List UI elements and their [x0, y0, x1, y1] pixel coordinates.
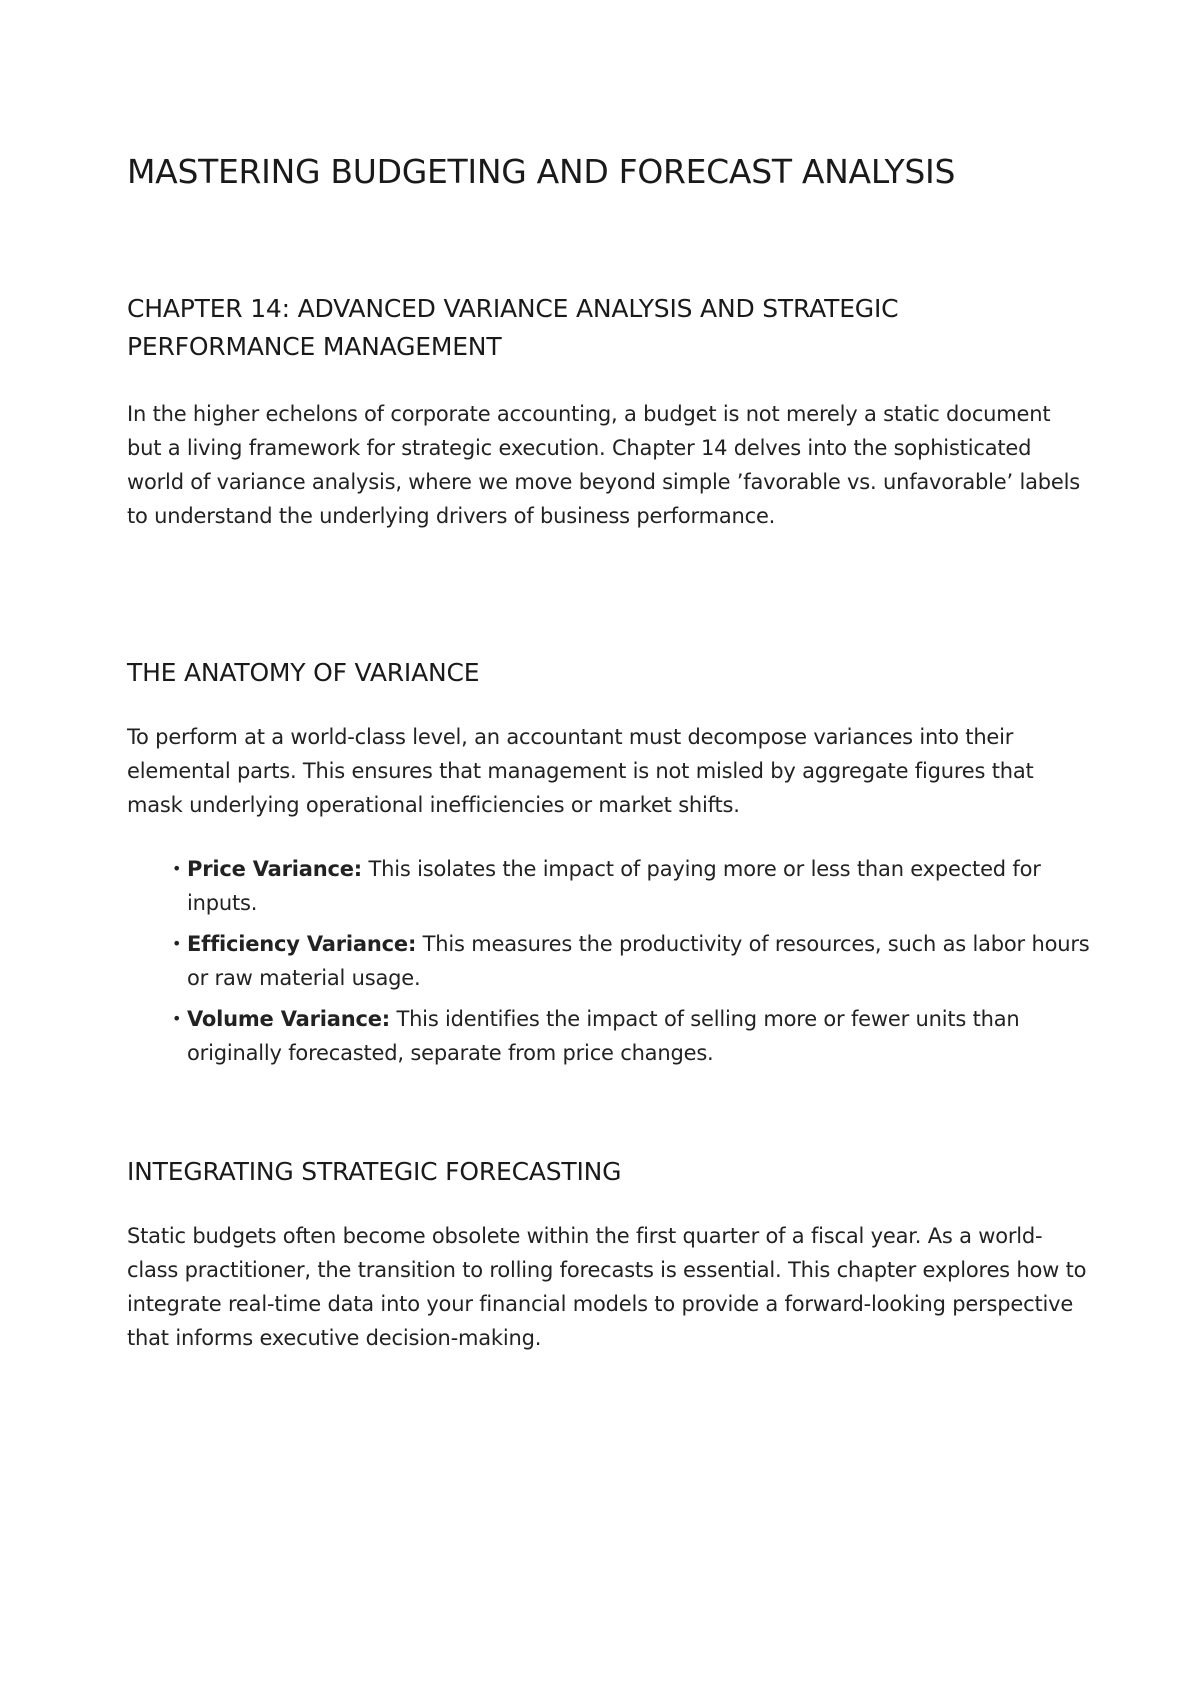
- variance-bullet-list: [172, 852, 1092, 1077]
- bullet-term: Price Variance:: [187, 857, 362, 881]
- bullet-term: Efficiency Variance:: [187, 932, 417, 956]
- bullet-icon: •: [172, 859, 182, 878]
- bullet-text: This isolates the impact of paying more or less than expected for inputs.: [187, 857, 1041, 915]
- section-heading-forecasting: INTEGRATING STRATEGIC FORECASTING: [127, 1157, 622, 1186]
- section-body-forecasting: Static budgets often become obsolete within the first quarter of a fiscal year. As a world-class practitioner, the transition to rolling forecasts is essential. This chapter explores how to integrate real-time data into your financial models to provide a forward-looking perspective that informs executive decision-making.: [127, 1224, 1087, 1350]
- bullet-icon: •: [172, 934, 182, 953]
- section-heading-anatomy: THE ANATOMY OF VARIANCE: [127, 658, 480, 687]
- bullet-icon: •: [172, 1009, 182, 1028]
- chapter-title: CHAPTER 14: ADVANCED VARIANCE ANALYSIS AND STRATEGIC PERFORMANCE MANAGEMENT: [127, 294, 899, 361]
- list-item-efficiency-variance: [172, 927, 1092, 995]
- list-item-volume-variance: [172, 1002, 1092, 1070]
- bullet-text: This measures the productivity of resources, such as labor hours or raw material usage.: [187, 932, 1090, 990]
- intro-paragraph: In the higher echelons of corporate accounting, a budget is not merely a static document but a living framework for strategic execution. Chapter 14 delves into the sophisticated world of variance analysis, where we move beyond simple ’favorable vs. unfavorable’ labels to understand the underlying drivers of business performance.: [127, 402, 1080, 528]
- bullet-term: Volume Variance:: [187, 1007, 390, 1031]
- list-item-price-variance: [172, 852, 1092, 920]
- bullet-text: This identifies the impact of selling more or fewer units than originally forecasted, separate from price changes.: [187, 1007, 1020, 1065]
- section-body-anatomy: To perform at a world-class level, an accountant must decompose variances into their elemental parts. This ensures that management is not misled by aggregate figures that mask underlying operational inefficiencies or market shifts.: [127, 725, 1034, 817]
- document-title: MASTERING BUDGETING AND FORECAST ANALYSIS: [127, 152, 956, 191]
